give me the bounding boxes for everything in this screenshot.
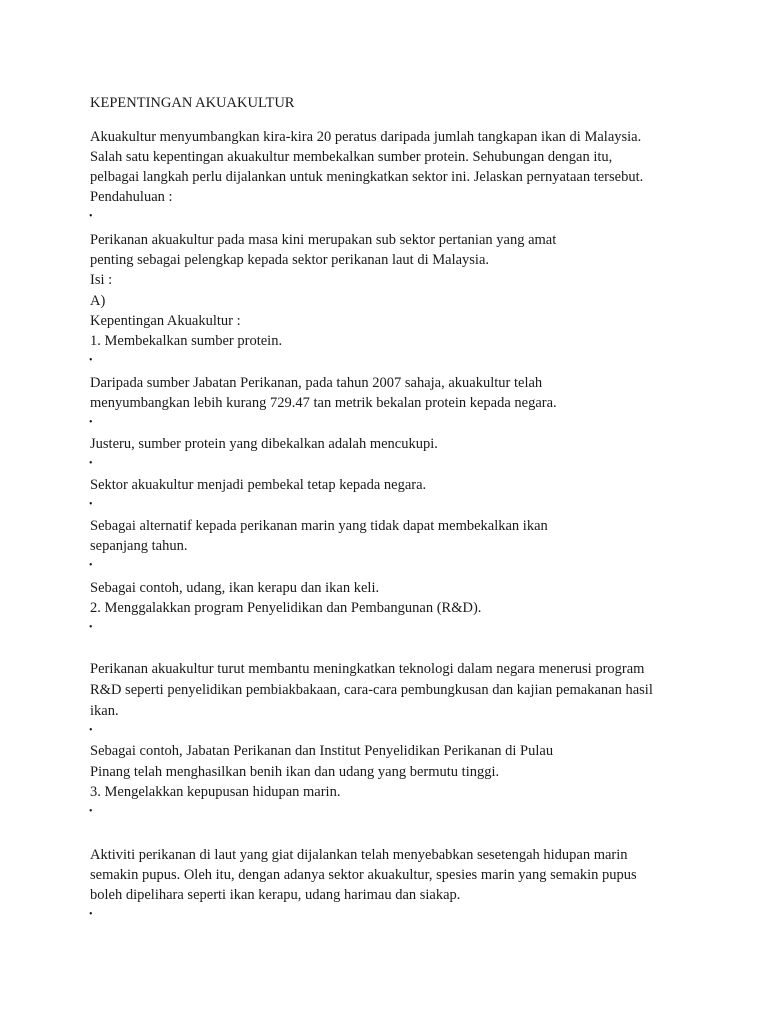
point-2-heading: 2. Menggalakkan program Penyelidikan dan Pembangunan (R&D). xyxy=(90,600,482,616)
section-a-label: A) xyxy=(90,293,106,309)
point-1-bullet-1-line-2: menyumbangkan lebih kurang 729.47 tan metrik bekalan protein kepada negara. xyxy=(90,395,557,411)
point-1-bullet-3: Sektor akuakultur menjadi pembekal tetap kepada negara. xyxy=(90,477,427,493)
point-1-bullet-4-line-2: sepanjang tahun. xyxy=(90,538,188,554)
point-2-bullet-2-line-2: Pinang telah menghasilkan benih ikan dan udang yang bermutu tinggi. xyxy=(90,764,500,780)
document-title: KEPENTINGAN AKUAKULTUR xyxy=(90,95,295,111)
bullet-icon: • xyxy=(89,806,93,817)
point-3-bullet-1-line-2: semakin pupus. Oleh itu, dengan adanya sektor akuakultur, spesies marin yang semakin pupus xyxy=(90,867,637,883)
bullet-icon: • xyxy=(89,211,93,222)
point-3-bullet-1-line-1: Aktiviti perikanan di laut yang giat dijalankan telah menyebabkan sesetengah hidupan marin xyxy=(90,847,628,863)
pendahuluan-line-1: Perikanan akuakultur pada masa kini merupakan sub sektor pertanian yang amat xyxy=(90,232,557,248)
question-line-2: Salah satu kepentingan akuakultur membekalkan sumber protein. Sehubungan dengan itu, xyxy=(90,149,613,165)
bullet-icon: • xyxy=(89,458,93,469)
point-3-heading: 3. Mengelakkan kepupusan hidupan marin. xyxy=(90,784,341,800)
point-1-bullet-5: Sebagai contoh, udang, ikan kerapu dan ikan keli. xyxy=(90,580,380,596)
bullet-icon: • xyxy=(89,725,93,736)
bullet-icon: • xyxy=(89,909,93,920)
bullet-icon: • xyxy=(89,560,93,571)
bullet-icon: • xyxy=(89,499,93,510)
point-2-bullet-1-line-3: ikan. xyxy=(90,703,119,719)
question-line-1: Akuakultur menyumbangkan kira-kira 20 peratus daripada jumlah tangkapan ikan di Malaysia. xyxy=(90,129,642,145)
point-2-bullet-1-line-1: Perikanan akuakultur turut membantu meningkatkan teknologi dalam negara menerusi program xyxy=(90,661,645,677)
bullet-icon: • xyxy=(89,622,93,633)
point-1-bullet-4-line-1: Sebagai alternatif kepada perikanan marin yang tidak dapat membekalkan ikan xyxy=(90,518,548,534)
question-line-3: pelbagai langkah perlu dijalankan untuk meningkatkan sektor ini. Jelaskan pernyataan tersebut. xyxy=(90,169,644,185)
point-2-bullet-2-line-1: Sebagai contoh, Jabatan Perikanan dan Institut Penyelidikan Perikanan di Pulau xyxy=(90,743,554,759)
pendahuluan-line-2: penting sebagai pelengkap kepada sektor perikanan laut di Malaysia. xyxy=(90,252,490,268)
point-3-bullet-1-line-3: boleh dipelihara seperti ikan kerapu, udang harimau dan siakap. xyxy=(90,887,461,903)
kepentingan-heading: Kepentingan Akuakultur : xyxy=(90,313,241,329)
bullet-icon: • xyxy=(89,355,93,366)
point-2-bullet-1-line-2: R&D seperti penyelidikan pembiakbakaan, cara-cara pembungkusan dan kajian pemakanan hasil xyxy=(90,682,653,698)
isi-heading: Isi : xyxy=(90,272,113,288)
point-1-bullet-2: Justeru, sumber protein yang dibekalkan adalah mencukupi. xyxy=(90,436,438,452)
bullet-icon: • xyxy=(89,417,93,428)
pendahuluan-heading: Pendahuluan : xyxy=(90,189,173,205)
point-1-heading: 1. Membekalkan sumber protein. xyxy=(90,333,283,349)
point-1-bullet-1-line-1: Daripada sumber Jabatan Perikanan, pada tahun 2007 sahaja, akuakultur telah xyxy=(90,375,543,391)
